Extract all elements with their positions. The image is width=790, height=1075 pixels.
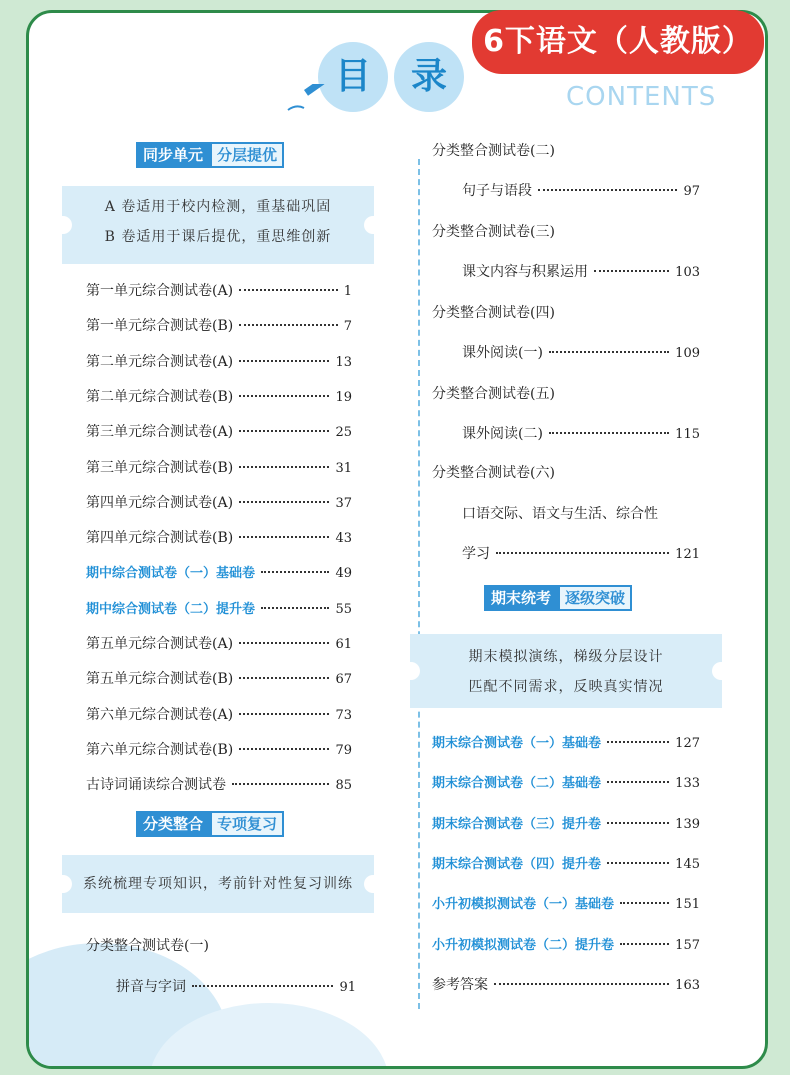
note-line: 匹配不同需求，反映真实情况 bbox=[468, 679, 664, 695]
toc-entry[interactable] bbox=[432, 772, 700, 792]
toc-entry[interactable] bbox=[432, 893, 700, 913]
toc-entry[interactable] bbox=[86, 315, 352, 335]
dot-leader bbox=[538, 189, 677, 191]
entry-page: 49 bbox=[335, 566, 352, 582]
pencil-icon bbox=[286, 84, 326, 114]
dot-leader bbox=[239, 289, 338, 291]
entry-title: 学习 bbox=[462, 546, 490, 562]
column-divider bbox=[418, 159, 420, 1009]
entry-title: 参考答案 bbox=[432, 977, 488, 993]
toc-entry[interactable] bbox=[86, 280, 352, 300]
toc-entry-answers[interactable] bbox=[432, 974, 700, 994]
dot-leader bbox=[607, 741, 669, 743]
entry-title: 第一单元综合测试卷(A) bbox=[86, 283, 234, 299]
group-heading: 分类整合测试卷(六) bbox=[432, 465, 555, 481]
contents-label: CONTENTS bbox=[566, 82, 717, 112]
entry-title: 第二单元综合测试卷(B) bbox=[86, 388, 234, 405]
toc-entry[interactable] bbox=[86, 562, 352, 582]
toc-entry[interactable] bbox=[462, 543, 700, 563]
entry-title: 第三单元综合测试卷(A) bbox=[86, 424, 234, 441]
toc-entry[interactable] bbox=[86, 492, 352, 512]
entry-page: 73 bbox=[335, 707, 352, 723]
entry-title: 期末综合测试卷（二）基础卷 bbox=[432, 776, 602, 792]
tag-label: 同步单元 bbox=[136, 142, 210, 168]
toc-entry[interactable] bbox=[432, 853, 700, 873]
dot-leader bbox=[239, 360, 329, 362]
entry-page: 109 bbox=[675, 346, 700, 361]
section-tag-final bbox=[484, 585, 632, 611]
group-heading: 分类整合测试卷(二) bbox=[432, 143, 555, 159]
group-heading: 分类整合测试卷(四) bbox=[432, 305, 555, 321]
section-note bbox=[62, 186, 374, 264]
dot-leader bbox=[239, 395, 329, 397]
entry-title: 期末综合测试卷（四）提升卷 bbox=[432, 856, 602, 872]
entry-page: 67 bbox=[335, 672, 352, 688]
entry-page: 85 bbox=[335, 778, 352, 794]
entry-page: 7 bbox=[343, 319, 352, 335]
toc-entry[interactable] bbox=[116, 976, 356, 996]
toc-entry[interactable] bbox=[86, 633, 352, 653]
entry-title: 课外阅读(一) bbox=[462, 345, 543, 361]
entry-title: 小升初模拟测试卷（一）基础卷 bbox=[432, 897, 615, 913]
dot-leader bbox=[239, 536, 329, 538]
dot-leader bbox=[239, 677, 329, 679]
entry-title: 古诗词诵读综合测试卷 bbox=[86, 777, 226, 794]
entry-page: 61 bbox=[335, 637, 352, 652]
entry-title: 拼音与字词 bbox=[116, 979, 186, 995]
toc-entry[interactable] bbox=[462, 423, 700, 443]
tag-label: 分类整合 bbox=[136, 811, 210, 837]
tag-label: 逐级突破 bbox=[558, 585, 632, 611]
toc-entry[interactable] bbox=[86, 421, 352, 441]
entry-title: 小升初模拟测试卷（二）提升卷 bbox=[432, 937, 615, 953]
dot-leader bbox=[239, 501, 329, 503]
toc-entry[interactable] bbox=[432, 732, 700, 752]
entry-page: 163 bbox=[675, 978, 700, 993]
dot-leader bbox=[239, 430, 329, 432]
tag-label: 期末统考 bbox=[484, 585, 558, 611]
group-heading: 分类整合测试卷(一) bbox=[86, 938, 209, 954]
entry-page: 127 bbox=[675, 736, 700, 751]
dot-leader bbox=[620, 943, 669, 945]
group-heading: 分类整合测试卷(五) bbox=[432, 386, 555, 402]
dot-leader bbox=[239, 642, 329, 644]
entry-title: 课文内容与积累运用 bbox=[462, 264, 588, 280]
note-line: B 卷适用于课后提优，重思维创新 bbox=[104, 229, 332, 245]
group-heading: 分类整合测试卷(三) bbox=[432, 224, 555, 240]
entry-title: 期末综合测试卷（三）提升卷 bbox=[432, 816, 602, 832]
dot-leader bbox=[239, 713, 329, 715]
dot-leader bbox=[239, 324, 338, 326]
section-note bbox=[62, 855, 374, 913]
toc-entry[interactable] bbox=[86, 598, 352, 618]
section-note bbox=[410, 634, 722, 708]
dot-leader bbox=[494, 983, 669, 985]
dot-leader bbox=[239, 748, 329, 750]
entry-title: 第四单元综合测试卷(B) bbox=[86, 530, 234, 547]
section-tag-classify bbox=[136, 811, 284, 837]
toc-entry[interactable] bbox=[86, 457, 352, 477]
entry-title: 第四单元综合测试卷(A) bbox=[86, 494, 234, 511]
entry-page: 145 bbox=[675, 856, 700, 872]
entry-title: 第六单元综合测试卷(A) bbox=[86, 706, 234, 723]
dot-leader bbox=[549, 432, 669, 434]
entry-page: 43 bbox=[335, 531, 352, 547]
toc-entry[interactable] bbox=[462, 261, 700, 281]
dot-leader bbox=[607, 822, 669, 824]
toc-entry[interactable] bbox=[86, 386, 352, 406]
note-line: 期末模拟演练，梯级分层设计 bbox=[468, 649, 664, 665]
entry-title: 第五单元综合测试卷(B) bbox=[86, 671, 234, 688]
toc-entry[interactable] bbox=[462, 180, 700, 200]
entry-page: 55 bbox=[335, 601, 352, 617]
toc-entry[interactable] bbox=[86, 668, 352, 688]
title-char-2: 录 bbox=[394, 42, 464, 112]
entry-page: 91 bbox=[339, 980, 356, 995]
dot-leader bbox=[239, 466, 329, 468]
dot-leader bbox=[261, 571, 329, 573]
entry-title-line: 口语交际、语文与生活、综合性 bbox=[462, 506, 658, 522]
dot-leader bbox=[496, 552, 669, 554]
dot-leader bbox=[607, 781, 669, 783]
toc-entry[interactable] bbox=[432, 813, 700, 833]
section-tag-sync bbox=[136, 142, 284, 168]
entry-page: 79 bbox=[335, 742, 352, 758]
entry-page: 97 bbox=[683, 184, 700, 199]
entry-page: 121 bbox=[675, 547, 700, 562]
dot-leader bbox=[607, 862, 669, 864]
tag-label: 分层提优 bbox=[210, 142, 284, 168]
entry-title: 期中综合测试卷（一）基础卷 bbox=[86, 566, 256, 582]
dot-leader bbox=[549, 351, 669, 353]
title-char-1: 目 bbox=[318, 42, 388, 112]
dot-leader bbox=[232, 783, 329, 785]
entry-page: 13 bbox=[335, 354, 352, 370]
entry-page: 1 bbox=[343, 284, 352, 299]
entry-page: 19 bbox=[335, 389, 352, 405]
entry-page: 25 bbox=[335, 425, 352, 441]
toc-entry[interactable] bbox=[462, 342, 700, 362]
entry-title: 句子与语段 bbox=[462, 183, 532, 199]
entry-title: 期中综合测试卷（二）提升卷 bbox=[86, 601, 256, 617]
entry-page: 103 bbox=[675, 265, 700, 280]
entry-title: 第六单元综合测试卷(B) bbox=[86, 741, 234, 758]
toc-entry[interactable] bbox=[86, 527, 352, 547]
entry-page: 151 bbox=[675, 897, 700, 913]
dot-leader bbox=[620, 902, 669, 904]
entry-page: 133 bbox=[675, 776, 700, 792]
entry-title: 期末综合测试卷（一）基础卷 bbox=[432, 736, 602, 751]
entry-title: 第一单元综合测试卷(B) bbox=[86, 318, 234, 335]
entry-title: 第二单元综合测试卷(A) bbox=[86, 353, 234, 370]
entry-page: 139 bbox=[675, 816, 700, 832]
entry-title: 第三单元综合测试卷(B) bbox=[86, 459, 234, 476]
entry-page: 31 bbox=[335, 460, 352, 476]
entry-title: 课外阅读(二) bbox=[462, 426, 543, 442]
entry-page: 37 bbox=[335, 495, 352, 511]
toc-entry[interactable] bbox=[86, 351, 352, 371]
note-line: 系统梳理专项知识，考前针对性复习训练 bbox=[83, 876, 353, 892]
entry-page: 115 bbox=[675, 427, 700, 442]
note-line: A 卷适用于校内检测，重基础巩固 bbox=[104, 199, 332, 215]
grade-badge: 6下语文（人教版） bbox=[472, 10, 764, 74]
toc-entry[interactable] bbox=[86, 739, 352, 759]
dot-leader bbox=[594, 270, 669, 272]
toc-entry[interactable] bbox=[86, 704, 352, 724]
dot-leader bbox=[261, 607, 329, 609]
entry-title: 第五单元综合测试卷(A) bbox=[86, 636, 234, 652]
entry-page: 157 bbox=[675, 937, 700, 953]
dot-leader bbox=[192, 985, 333, 987]
toc-entry[interactable] bbox=[86, 774, 352, 794]
toc-entry[interactable] bbox=[432, 934, 700, 954]
tag-label: 专项复习 bbox=[210, 811, 284, 837]
